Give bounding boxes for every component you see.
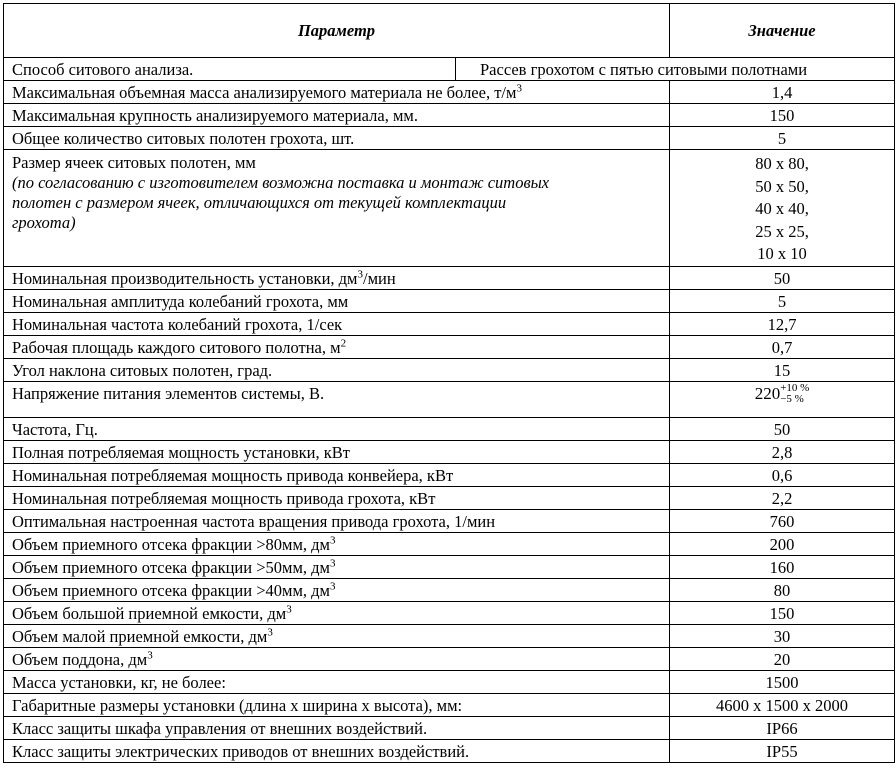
value-cell: 30 [670, 624, 895, 647]
param-cell [4, 335, 670, 358]
tolerance-plus: +10 % [780, 381, 810, 394]
mesh-param-cell [4, 150, 670, 267]
unit-exponent: 3 [286, 603, 292, 615]
table-row [4, 266, 895, 289]
mesh-size-value: 40 х 40, [755, 199, 809, 218]
param-cell [4, 601, 670, 624]
param-cell [4, 440, 670, 463]
table-row [4, 601, 895, 624]
value-cell: 20 [670, 647, 895, 670]
mesh-note-line: (по согласованию с изготовителем возможна поставка и монтаж ситовых [12, 173, 550, 192]
param-text: Полная потребляемая мощность установки, кВт [12, 442, 350, 462]
param-cell [4, 509, 670, 532]
value-cell: 160 [670, 555, 895, 578]
table-row [4, 532, 895, 555]
param-text: Общее количество ситовых полотен грохота, шт. [12, 129, 355, 148]
param-text: Максимальная объемная масса анализируемого материала не более, т/м [12, 83, 517, 102]
mesh-note-line: грохота) [12, 213, 76, 232]
voltage-base: 220 [754, 383, 781, 403]
table-row-voltage [4, 381, 895, 417]
mesh-note-line: полотен с размером ячеек, отличающихся от текущей комплектации [12, 193, 507, 212]
mesh-size-value: 25 х 25, [755, 221, 809, 241]
param-cell [4, 624, 670, 647]
table-row [4, 81, 895, 104]
value-cell: 2,8 [670, 440, 895, 463]
unit-tail: /мин [363, 268, 396, 288]
value-cell: 1,4 [670, 81, 895, 104]
table-row [4, 463, 895, 486]
voltage-param: Напряжение питания элементов системы, В. [4, 381, 670, 417]
table-row [4, 127, 895, 150]
table-row [4, 509, 895, 532]
param-text: Рабочая площадь каждого ситового полотна, м [12, 337, 341, 357]
voltage-value-cell [670, 381, 895, 417]
value-cell: 15 [670, 358, 895, 381]
param-cell [4, 670, 670, 693]
param-text: Частота, Гц. [12, 419, 98, 439]
param-cell [4, 104, 670, 127]
value-cell: 1500 [670, 670, 895, 693]
spec-table [3, 3, 895, 763]
value-cell: IP55 [670, 739, 895, 762]
table-row [4, 104, 895, 127]
value-cell: 5 [670, 289, 895, 312]
value-cell: IP66 [670, 716, 895, 739]
param-cell [4, 486, 670, 509]
unit-exponent: 3 [267, 626, 273, 638]
param-cell [4, 417, 670, 440]
param-text: Номинальная потребляемая мощность привода конвейера, кВт [12, 465, 454, 485]
param-text: Объем малой приемной емкости, дм [12, 626, 268, 646]
table-row [4, 624, 895, 647]
value-cell: 12,7 [670, 312, 895, 335]
param-text: Объем приемного отсека фракции >50мм, дм [12, 557, 330, 577]
param-text: Угол наклона ситовых полотен, град. [12, 360, 273, 380]
table-row-mesh [4, 150, 895, 267]
voltage-tolerance [780, 383, 809, 405]
param-cell [4, 555, 670, 578]
param-cell [4, 358, 670, 381]
param-cell [4, 127, 670, 150]
table-row [4, 440, 895, 463]
table-row [4, 486, 895, 509]
header-param: Параметр [4, 4, 670, 58]
table-row [4, 289, 895, 312]
unit-exponent: 3 [357, 268, 363, 280]
tolerance-minus: −5 % [780, 392, 804, 405]
value-cell: 760 [670, 509, 895, 532]
method-param: Способ ситового анализа. [4, 58, 456, 81]
table-row [4, 358, 895, 381]
param-text: Масса установки, кг, не более: [12, 672, 226, 692]
unit-exponent: 2 [340, 337, 347, 349]
value-cell: 50 [670, 266, 895, 289]
value-cell: 150 [670, 104, 895, 127]
param-text: Класс защиты электрических приводов от внешних воздействий. [12, 741, 470, 761]
mesh-values-cell [670, 150, 895, 267]
table-row [4, 417, 895, 440]
param-cell [4, 716, 670, 739]
param-text: Номинальная амплитуда колебаний грохота, мм [12, 291, 349, 311]
param-text: Объем большой приемной емкости, дм [12, 603, 287, 623]
unit-exponent: 3 [516, 82, 522, 95]
param-cell [4, 578, 670, 601]
mesh-size-value: 80 х 80, [755, 154, 809, 173]
header-value: Значение [670, 4, 895, 58]
param-cell [4, 647, 670, 670]
table-row [4, 335, 895, 358]
table-row [4, 716, 895, 739]
table-row [4, 647, 895, 670]
param-cell [4, 266, 670, 289]
table-row [4, 693, 895, 716]
unit-exponent: 3 [330, 580, 336, 592]
unit-exponent: 3 [330, 534, 336, 546]
param-text: Номинальная потребляемая мощность привода грохота, кВт [12, 488, 436, 508]
table-row [4, 739, 895, 762]
param-text: Класс защиты шкафа управления от внешних воздействий. [12, 718, 428, 738]
param-text: Номинальная частота колебаний грохота, 1/сек [12, 314, 343, 334]
table-row [4, 555, 895, 578]
table-row-method [4, 58, 895, 81]
param-cell [4, 463, 670, 486]
table-row [4, 312, 895, 335]
value-cell: 2,2 [670, 486, 895, 509]
param-text: Максимальная крупность анализируемого материала, мм. [12, 106, 418, 125]
param-text: Объем поддона, дм [12, 649, 148, 669]
unit-exponent: 3 [147, 649, 153, 661]
param-text: Габаритные размеры установки (длина х ширина х высота), мм: [12, 695, 463, 715]
value-cell: 50 [670, 417, 895, 440]
param-cell [4, 289, 670, 312]
param-text: Номинальная производительность установки, дм [12, 268, 358, 288]
value-cell: 5 [670, 127, 895, 150]
table-row [4, 670, 895, 693]
param-text: Оптимальная настроенная частота вращения привода грохота, 1/мин [12, 511, 496, 531]
method-value: Рассев грохотом с пятью ситовыми полотнами [456, 58, 895, 81]
value-cell: 0,7 [670, 335, 895, 358]
param-cell [4, 81, 670, 104]
param-cell [4, 739, 670, 762]
param-cell [4, 693, 670, 716]
param-cell [4, 532, 670, 555]
value-cell: 4600 х 1500 х 2000 [670, 693, 895, 716]
header-row [4, 4, 895, 58]
table-row [4, 578, 895, 601]
value-cell: 0,6 [670, 463, 895, 486]
value-cell: 80 [670, 578, 895, 601]
value-cell: 200 [670, 532, 895, 555]
mesh-size-value: 50 х 50, [755, 176, 809, 196]
unit-exponent: 3 [330, 557, 336, 569]
mesh-size-value: 10 х 10 [757, 244, 807, 263]
param-text: Объем приемного отсека фракции >40мм, дм [12, 580, 330, 600]
value-cell: 150 [670, 601, 895, 624]
param-cell [4, 312, 670, 335]
mesh-param-label: Размер ячеек ситовых полотен, мм [12, 153, 256, 172]
param-text: Объем приемного отсека фракции >80мм, дм [12, 534, 330, 554]
